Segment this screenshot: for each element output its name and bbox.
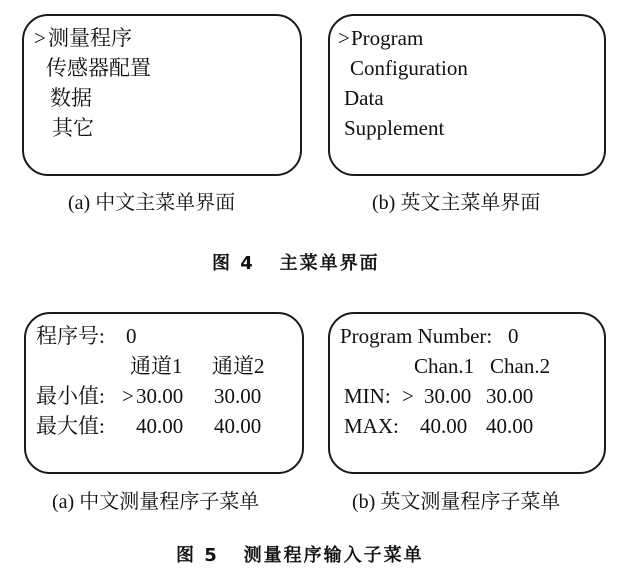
menu-cursor: > [34, 26, 46, 50]
menu-item-measure-program[interactable]: 测量程序 [48, 26, 132, 50]
min-value-channel-1[interactable]: 30.00 [136, 384, 184, 408]
fig4-panel-english-main-menu [328, 14, 606, 176]
menu-cursor: > [338, 26, 350, 50]
program-number-value[interactable]: 0 [126, 324, 137, 348]
menu-item-sensor-config[interactable]: 传感器配置 [46, 56, 151, 80]
menu-item-data[interactable]: 数据 [50, 86, 92, 110]
column-header-channel-1: Chan.1 [414, 354, 475, 378]
column-header-channel-2: 通道2 [212, 354, 265, 378]
min-value-channel-2[interactable]: 30.00 [214, 384, 262, 408]
max-value-label: 最大值: [36, 414, 105, 438]
max-value-label: MAX: [344, 414, 399, 438]
max-value-channel-2[interactable]: 40.00 [486, 414, 534, 438]
max-value-channel-1[interactable]: 40.00 [136, 414, 184, 438]
edit-cursor: > [402, 384, 414, 408]
program-number-label: 程序号: [36, 324, 105, 348]
menu-item-data[interactable]: Data [344, 86, 384, 110]
max-value-channel-1[interactable]: 40.00 [420, 414, 468, 438]
edit-cursor: > [122, 384, 134, 408]
fig4-caption-b: (b) 英文主菜单界面 [372, 192, 541, 214]
menu-item-supplement[interactable]: Supplement [344, 116, 445, 140]
fig4-title: 图 4 主菜单界面 [212, 253, 380, 274]
menu-item-program[interactable]: Program [351, 26, 424, 50]
max-value-channel-2[interactable]: 40.00 [214, 414, 262, 438]
min-value-label: MIN: [344, 384, 391, 408]
min-value-channel-2[interactable]: 30.00 [486, 384, 534, 408]
fig5-caption-b: (b) 英文测量程序子菜单 [352, 491, 561, 513]
menu-item-other[interactable]: 其它 [52, 116, 94, 140]
fig5-panel-english-program-submenu [328, 312, 606, 474]
program-number-label: Program Number: [340, 324, 493, 348]
min-value-channel-1[interactable]: 30.00 [424, 384, 472, 408]
fig5-title: 图 5 测量程序输入子菜单 [176, 545, 424, 566]
program-number-value[interactable]: 0 [508, 324, 519, 348]
min-value-label: 最小值: [36, 384, 105, 408]
column-header-channel-1: 通道1 [130, 354, 183, 378]
fig4-caption-a: (a) 中文主菜单界面 [68, 192, 236, 214]
fig5-caption-a: (a) 中文测量程序子菜单 [52, 491, 260, 513]
column-header-channel-2: Chan.2 [490, 354, 551, 378]
fig4-panel-chinese-main-menu [22, 14, 302, 176]
fig5-panel-chinese-program-submenu [24, 312, 304, 474]
menu-item-configuration[interactable]: Configuration [350, 56, 468, 80]
